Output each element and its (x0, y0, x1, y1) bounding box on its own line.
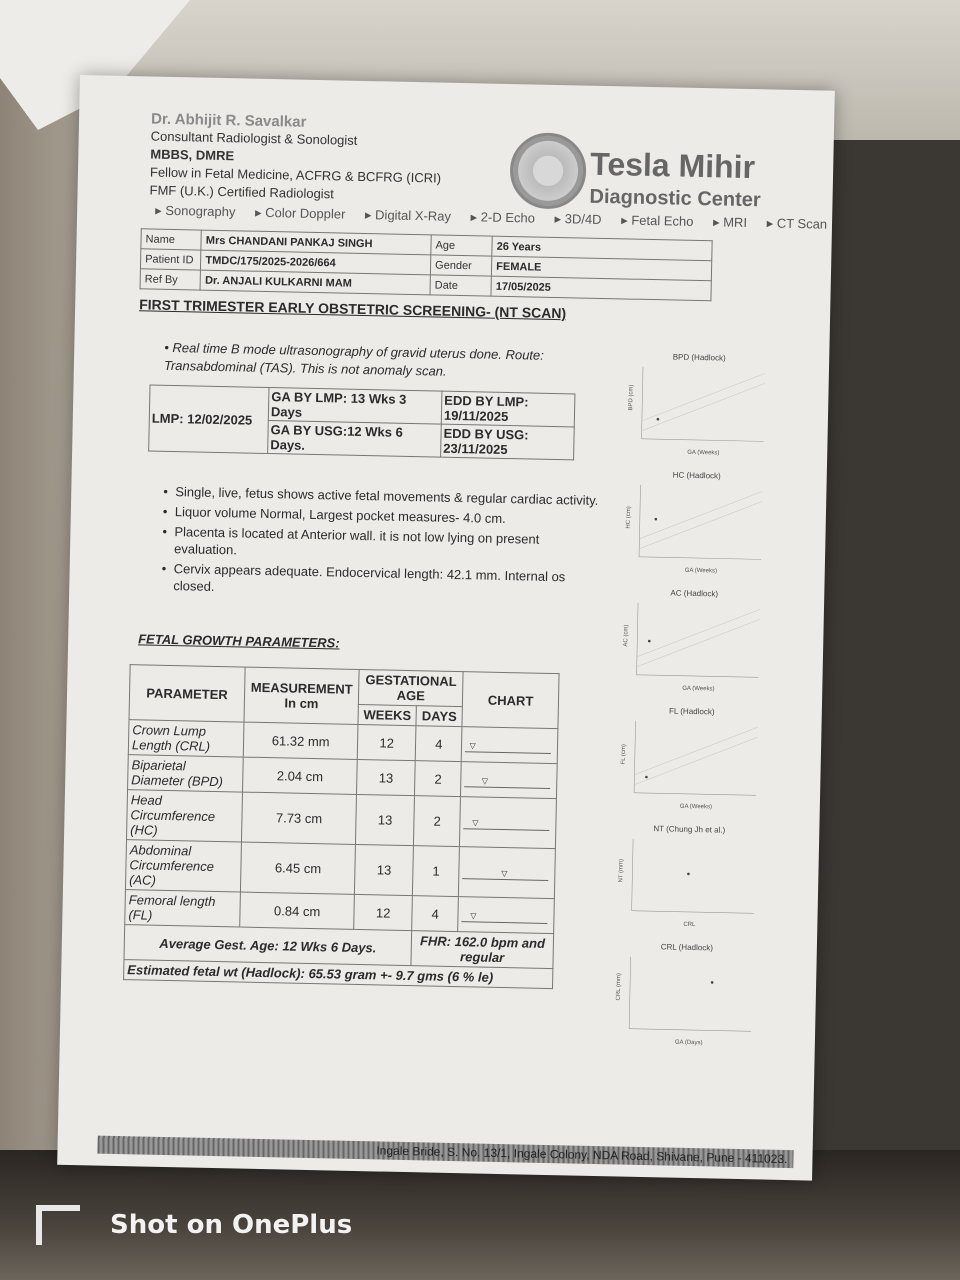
ga-weeks: 13 (357, 759, 416, 795)
table-row (126, 790, 556, 849)
id-label: Patient ID (140, 249, 201, 270)
growth-chart (617, 823, 759, 944)
table-row (125, 840, 555, 899)
measurement-value: 61.32 mm (243, 722, 358, 759)
growth-title: FETAL GROWTH PARAMETERS: (138, 631, 340, 651)
ga-days: 4 (415, 726, 462, 762)
patient-info-table (140, 228, 713, 301)
name-label: Name (141, 229, 202, 250)
chart-xlabel: GA (Weeks) (679, 803, 713, 811)
ga-days: 2 (415, 761, 462, 797)
chart-ylabel: AC (cm) (623, 624, 630, 647)
lmp-value: LMP: 12/02/2025 (149, 385, 269, 453)
ga-by-usg: GA BY USG:12 Wks 6 Days. (268, 421, 442, 458)
chart-xlabel: GA (Days) (674, 1039, 703, 1047)
service-item: ▸ Sonography (155, 202, 236, 220)
fhr: FHR: 162.0 bpm and regular (411, 931, 554, 969)
finding-item: • Liquor volume Normal, Largest pocket measures- 4.0 cm. (163, 503, 603, 529)
findings-list (161, 483, 603, 606)
patient-id: TMDC/175/2025-2026/664 (201, 250, 431, 275)
measurement-value: 6.45 cm (240, 842, 355, 894)
measurement-value: 7.73 cm (241, 792, 356, 844)
header-weeks: WEEKS (358, 704, 416, 725)
growth-chart (622, 588, 764, 709)
doctor-fellowship: Fellow in Fetal Medicine, ACFRG & BCFRG (ICRI) (149, 164, 442, 186)
service-item: ▸ Fetal Echo (621, 212, 694, 229)
parameter-name: Head Circumference (HC) (126, 790, 242, 842)
marker-icon: ▽ (470, 910, 477, 920)
header-ga: GESTATIONAL AGE (359, 669, 464, 706)
marker-icon: ▽ (469, 740, 476, 750)
chart-plot (617, 832, 759, 935)
service-item: ▸ 3D/4D (554, 210, 602, 227)
gender-label: Gender (430, 255, 492, 276)
ref-label: Ref By (140, 269, 201, 290)
chart-ylabel: BPD (cm) (628, 384, 635, 411)
growth-table (123, 664, 560, 989)
chart-title: NT (Chung Jh et al.) (653, 824, 726, 835)
service-item: ▸ 2-D Echo (470, 209, 536, 226)
doctor-degree: MBBS, DMRE (150, 146, 235, 164)
service-item: ▸ MRI (712, 214, 748, 231)
ga-weeks: 13 (355, 844, 414, 895)
marker-icon: ▽ (472, 818, 479, 828)
header-parameter: PARAMETER (129, 665, 245, 722)
chart-title: BPD (Hadlock) (672, 352, 726, 363)
measurement-value: 0.84 cm (240, 892, 355, 929)
referring-doctor: Dr. ANJALI KULKARNI MAM (200, 270, 430, 295)
chart-xlabel: GA (Weeks) (684, 567, 718, 575)
chart-ylabel: NT (mm) (618, 858, 625, 883)
measurement-value: 2.04 cm (243, 757, 358, 794)
mini-chart (464, 814, 550, 831)
parameter-name: Abdominal Circumference (AC) (125, 840, 241, 892)
dates-table (148, 385, 575, 461)
brand-subtitle: Diagnostic Center (589, 185, 761, 212)
service-item: ▸ CT Scan (766, 215, 828, 232)
report-date: 17/05/2025 (491, 276, 711, 301)
chart-plot (627, 361, 769, 464)
finding-item: • Cervix appears adequate. Endocervical length: 42.1 mm. Internal os closed. (161, 560, 602, 603)
chart-title: HC (Hadlock) (672, 470, 721, 481)
growth-chart (619, 705, 761, 826)
mini-chart (464, 772, 550, 789)
edd-by-lmp: EDD BY LMP: 19/11/2025 (441, 391, 575, 427)
growth-chart (615, 941, 757, 1062)
intro-note: • Real time B mode ultrasonography of gravid uterus done. Route: Transabdominal (TAS). This is not anomaly scan. (163, 339, 544, 379)
camera-watermark (36, 1205, 352, 1245)
finding-item: • Single, live, fetus shows active fetal movements & regular cardiac activity. (163, 483, 603, 509)
chart-title: AC (Hadlock) (670, 588, 719, 599)
chart-plot (620, 714, 762, 817)
mini-chart (463, 864, 549, 881)
growth-chart (627, 352, 769, 473)
report-page (57, 75, 835, 1181)
header-measurement: MEASUREMENT In cm (244, 667, 359, 724)
ga-days: 4 (412, 896, 459, 932)
parameter-name: Biparietal Diameter (BPD) (128, 755, 244, 792)
ga-by-lmp: GA BY LMP: 13 Wks 3 Days (268, 388, 442, 425)
growth-chart (624, 470, 766, 591)
chart-plot (615, 950, 757, 1053)
chart-plot (625, 479, 767, 582)
chart-title: CRL (Hadlock) (660, 942, 714, 953)
doctor-title: Consultant Radiologist & Sonologist (150, 128, 358, 148)
marker-icon: ▽ (501, 868, 508, 879)
estimated-fetal-weight: Estimated fetal wt (Hadlock): 65.53 gram +- 9.7 gms (6 % le) (124, 960, 553, 989)
chart-xlabel: CRL (683, 921, 696, 929)
ga-days: 2 (414, 796, 461, 847)
age-label: Age (431, 235, 493, 256)
chart-title: FL (Hadlock) (668, 706, 715, 717)
mini-chart (462, 907, 548, 924)
chart-ylabel: FL (cm) (620, 744, 628, 765)
chart-plot (622, 597, 764, 700)
ga-weeks: 13 (356, 794, 415, 845)
parameter-name: Femoral length (FL) (125, 890, 241, 927)
service-item: ▸ Color Doppler (254, 204, 346, 222)
date-label: Date (430, 275, 492, 296)
patient-age: 26 Years (492, 236, 712, 261)
finding-item: • Placenta is located at Anterior wall. it is not low lying on present evaluation. (162, 523, 603, 566)
marker-icon: ▽ (481, 776, 489, 786)
patient-name: Mrs CHANDANI PANKAJ SINGH (201, 230, 431, 255)
average-ga: Average Gest. Age: 12 Wks 6 Days. (124, 925, 412, 966)
chart-xlabel: GA (Weeks) (687, 449, 720, 457)
header-chart: CHART (462, 672, 559, 729)
doctor-name: Dr. Abhijit R. Savalkar (150, 110, 307, 131)
chart-ylabel: CRL (mm) (615, 972, 623, 1001)
mini-chart (465, 737, 551, 754)
chart-xlabel: GA (Weeks) (682, 685, 715, 693)
footer-address: Ingale Bride, S. No. 13/1, Ingale Colony, NDA Road, Shivane, Pune - 411023. (97, 1136, 793, 1169)
ga-weeks: 12 (354, 894, 413, 930)
chart-ylabel: HC (cm) (625, 506, 633, 529)
header-days: DAYS (416, 706, 463, 727)
ga-weeks: 12 (357, 724, 416, 760)
service-item: ▸ Digital X-Ray (364, 207, 452, 224)
patient-gender: FEMALE (492, 256, 712, 281)
brand-name: Tesla Mihir (589, 145, 756, 186)
ga-days: 1 (413, 846, 460, 897)
oneplus-logo-icon (36, 1205, 80, 1245)
edd-by-usg: EDD BY USG: 23/11/2025 (441, 424, 575, 460)
report-title: FIRST TRIMESTER EARLY OBSTETRIC SCREENING- (NT SCAN) (139, 296, 567, 322)
parameter-name: Crown Lump Length (CRL) (128, 720, 244, 757)
doctor-certification: FMF (U.K.) Certified Radiologist (149, 182, 334, 202)
watermark-text: Shot on OnePlus (110, 1210, 353, 1240)
growth-charts (615, 352, 770, 1063)
